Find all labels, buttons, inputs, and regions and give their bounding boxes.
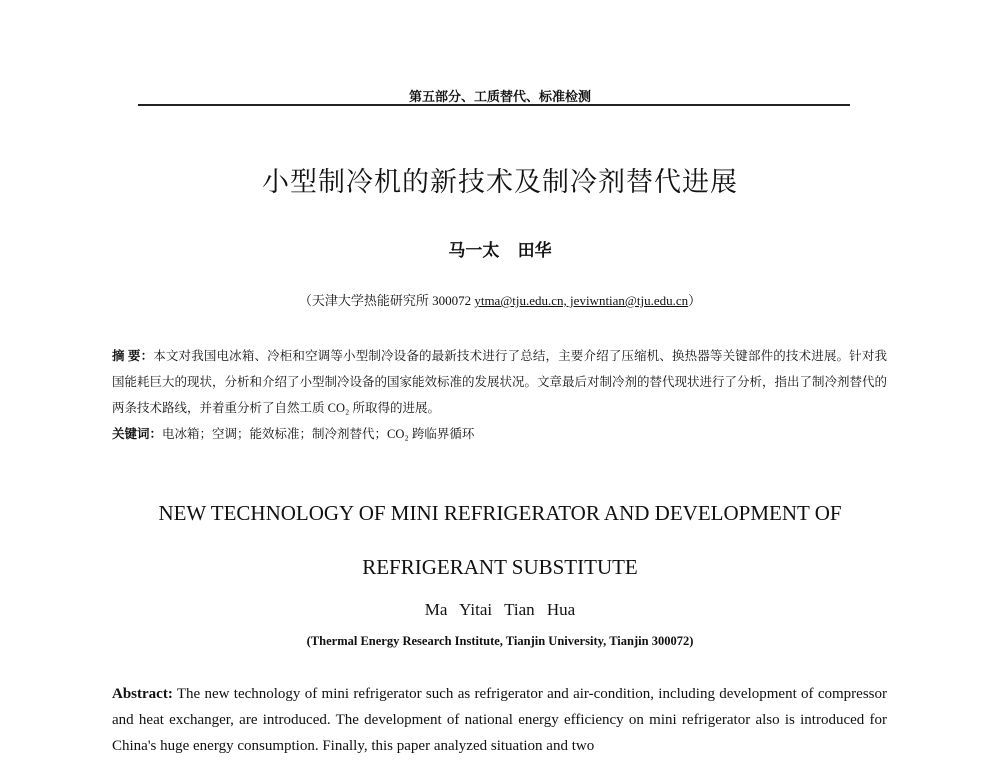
affiliation-close: ） (688, 293, 702, 308)
english-abstract (112, 681, 887, 759)
chinese-abstract-label: 摘 要： (112, 349, 154, 363)
email-link[interactable]: ytma@tju.edu.cn, jeviwntian@tju.edu.cn (474, 293, 689, 308)
english-abstract-text: The new technology of mini refrigerator such as refrigerator and air-condition, including development of compressor and heat exchanger, are introduced. The development of national energy efficiency on mini refrigerator also is introduced for China's huge energy consumption. Finally, this paper analyzed situation and two (112, 686, 887, 754)
chinese-abstract (112, 343, 887, 421)
chinese-authors: 马一太 田华 (448, 241, 552, 260)
chinese-keywords-text: 电冰箱；空调；能效标准；制冷剂替代；CO₂ 跨临界循环 (162, 427, 475, 441)
running-header (0, 86, 1000, 105)
chinese-affiliation (0, 290, 1000, 309)
chinese-title: 小型制冷机的新技术及制冷剂替代进展 (262, 167, 738, 198)
english-title (0, 486, 1000, 594)
chinese-abstract-text: 本文对我国电冰箱、冷柜和空调等小型制冷设备的最新技术进行了总结，主要介绍了压缩机、换热器等关键部件的技术进展。针对我国能耗巨大的现状，分析和介绍了小型制冷设备的国家能效标准的发展状况。文章最后对制冷剂的替代现状进行了分析，指出了制冷剂替代的两条技术路线，并着重分析了自然工质 CO₂ 所取得的进展。 (112, 349, 888, 415)
english-abstract-label: Abstract: (112, 686, 173, 702)
chinese-keywords-label: 关键词： (112, 427, 163, 441)
affiliation-text: （天津大学热能研究所 300072 (298, 293, 475, 308)
english-title-line1: NEW TECHNOLOGY OF MINI REFRIGERATOR AND DEVELOPMENT OF (158, 501, 842, 525)
english-title-line2: REFRIGERANT SUBSTITUTE (362, 555, 638, 579)
english-affiliation: (Thermal Energy Research Institute, Tianjin University, Tianjin 300072) (306, 634, 694, 648)
chinese-keywords (112, 421, 887, 447)
section-title: 第五部分、工质替代、标准检测 (403, 89, 597, 104)
english-authors: Ma Yitai Tian Hua (424, 600, 576, 619)
